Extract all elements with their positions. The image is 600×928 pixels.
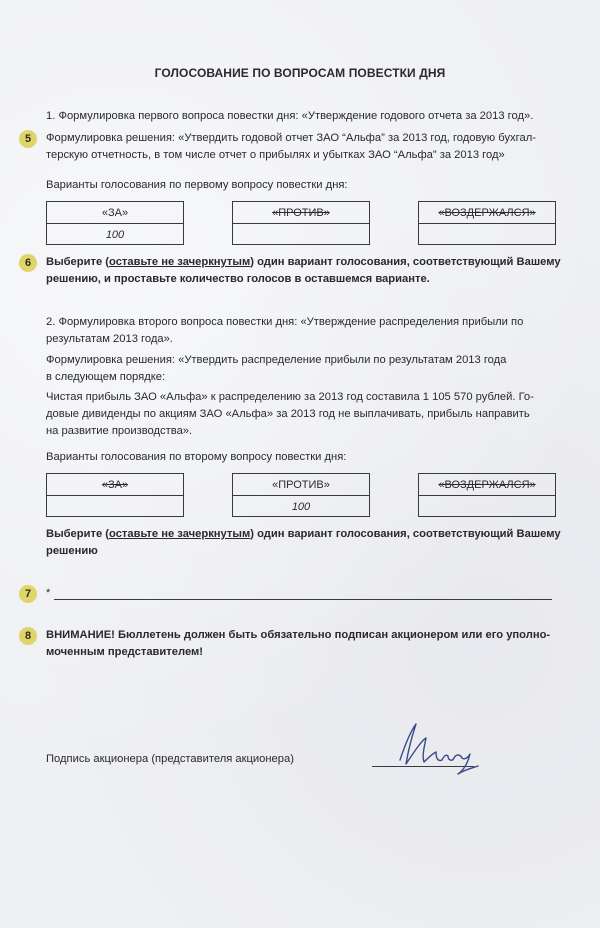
q1-decision-line1: Формулировка решения: «Утвердить годовой отчет ЗАО “Альфа” за 2013 год, годовую бухгал- <box>46 132 536 144</box>
q2-question-line1: 2. Формулировка второго вопроса повестки дня: «Утверждение распределения прибыли по <box>46 316 524 328</box>
q1-option-protiv-label: «ПРОТИВ» <box>233 202 369 224</box>
instruction-1-line1 <box>46 254 566 271</box>
q2-profit-line2: довые дивиденды по акциям ЗАО «Альфа» за 2013 год не выплачивать, прибыль направить <box>46 408 530 420</box>
q1-option-vozderzhalsya-votes[interactable] <box>419 224 555 245</box>
q2-option-vozderzhalsya[interactable] <box>418 473 556 517</box>
q1-option-protiv[interactable] <box>232 201 370 245</box>
handwritten-signature <box>392 718 482 778</box>
q1-question: 1. Формулировка первого вопроса повестки дня: «Утверждение годового отчета за 2013 год». <box>46 110 534 122</box>
q2-option-protiv-votes[interactable]: 100 <box>291 500 311 513</box>
q2-question-line2: результатам 2013 года». <box>46 333 173 345</box>
q2-option-vozderzhalsya-label: «ВОЗДЕРЖАЛСЯ» <box>419 474 555 496</box>
page-title: ГОЛОСОВАНИЕ ПО ВОПРОСАМ ПОВЕСТКИ ДНЯ <box>154 66 446 80</box>
instruction-1-underlined: оставьте не зачеркнутым <box>109 256 251 268</box>
instruction-1-post: ) один вариант голосования, соответствующий Вашему <box>250 256 561 268</box>
q1-decision-line2: терскую отчетность, в том числе отчет о прибылях и убытках ЗАО “Альфа” за 2013 год» <box>46 149 505 161</box>
warning-line1: ВНИМАНИЕ! Бюллетень должен быть обязательно подписан акционером или его уполно- <box>46 629 551 641</box>
footnote-asterisk: * <box>46 587 51 599</box>
q2-option-protiv-label: «ПРОТИВ» <box>233 474 369 496</box>
q2-decision-line1: Формулировка решения: «Утвердить распределение прибыли по результатам 2013 года <box>46 354 507 366</box>
instruction-1-line2: решению, и проставьте количество голосов в оставшемся варианте. <box>46 273 430 285</box>
badge-5: 5 <box>19 130 37 148</box>
footnote-blank-line[interactable] <box>54 599 552 600</box>
q1-option-za[interactable] <box>46 201 184 245</box>
q2-option-vozderzhalsya-votes[interactable] <box>419 496 555 517</box>
instruction-2-pre: Выберите ( <box>46 528 110 540</box>
signature-label: Подпись акционера (представителя акционера) <box>46 753 294 765</box>
q2-profit-line3: на развитие производства». <box>46 425 193 437</box>
q2-profit-line1: Чистая прибыль ЗАО «Альфа» к распределению за 2013 год составила 1 105 570 рублей. Го- <box>46 391 534 403</box>
badge-7: 7 <box>19 585 37 603</box>
q1-option-vozderzhalsya[interactable] <box>418 201 556 245</box>
instruction-2-post: ) один вариант голосования, соответствующий Вашему <box>250 528 561 540</box>
badge-6: 6 <box>19 254 37 272</box>
instruction-2-line1 <box>46 526 566 543</box>
badge-8: 8 <box>19 627 37 645</box>
instruction-2-underlined: оставьте не зачеркнутым <box>109 528 251 540</box>
instruction-2-line2: решению <box>46 545 98 557</box>
q2-variants-label: Варианты голосования по второму вопросу повестки дня: <box>46 451 347 463</box>
q1-option-za-label: «ЗА» <box>47 202 183 224</box>
q1-variants-label: Варианты голосования по первому вопросу повестки дня: <box>46 179 348 191</box>
q2-option-za-votes[interactable] <box>47 496 183 517</box>
q2-option-za-label: «ЗА» <box>47 474 183 496</box>
q1-option-vozderzhalsya-label: «ВОЗДЕРЖАЛСЯ» <box>419 202 555 224</box>
q2-option-za[interactable] <box>46 473 184 517</box>
warning-line2: моченным представителем! <box>46 646 204 658</box>
q1-option-za-votes[interactable]: 100 <box>105 228 125 241</box>
q1-option-protiv-votes[interactable] <box>233 224 369 245</box>
q2-decision-line2: в следующем порядке: <box>46 371 166 383</box>
instruction-1-pre: Выберите ( <box>46 256 110 268</box>
q2-option-protiv[interactable] <box>232 473 370 517</box>
